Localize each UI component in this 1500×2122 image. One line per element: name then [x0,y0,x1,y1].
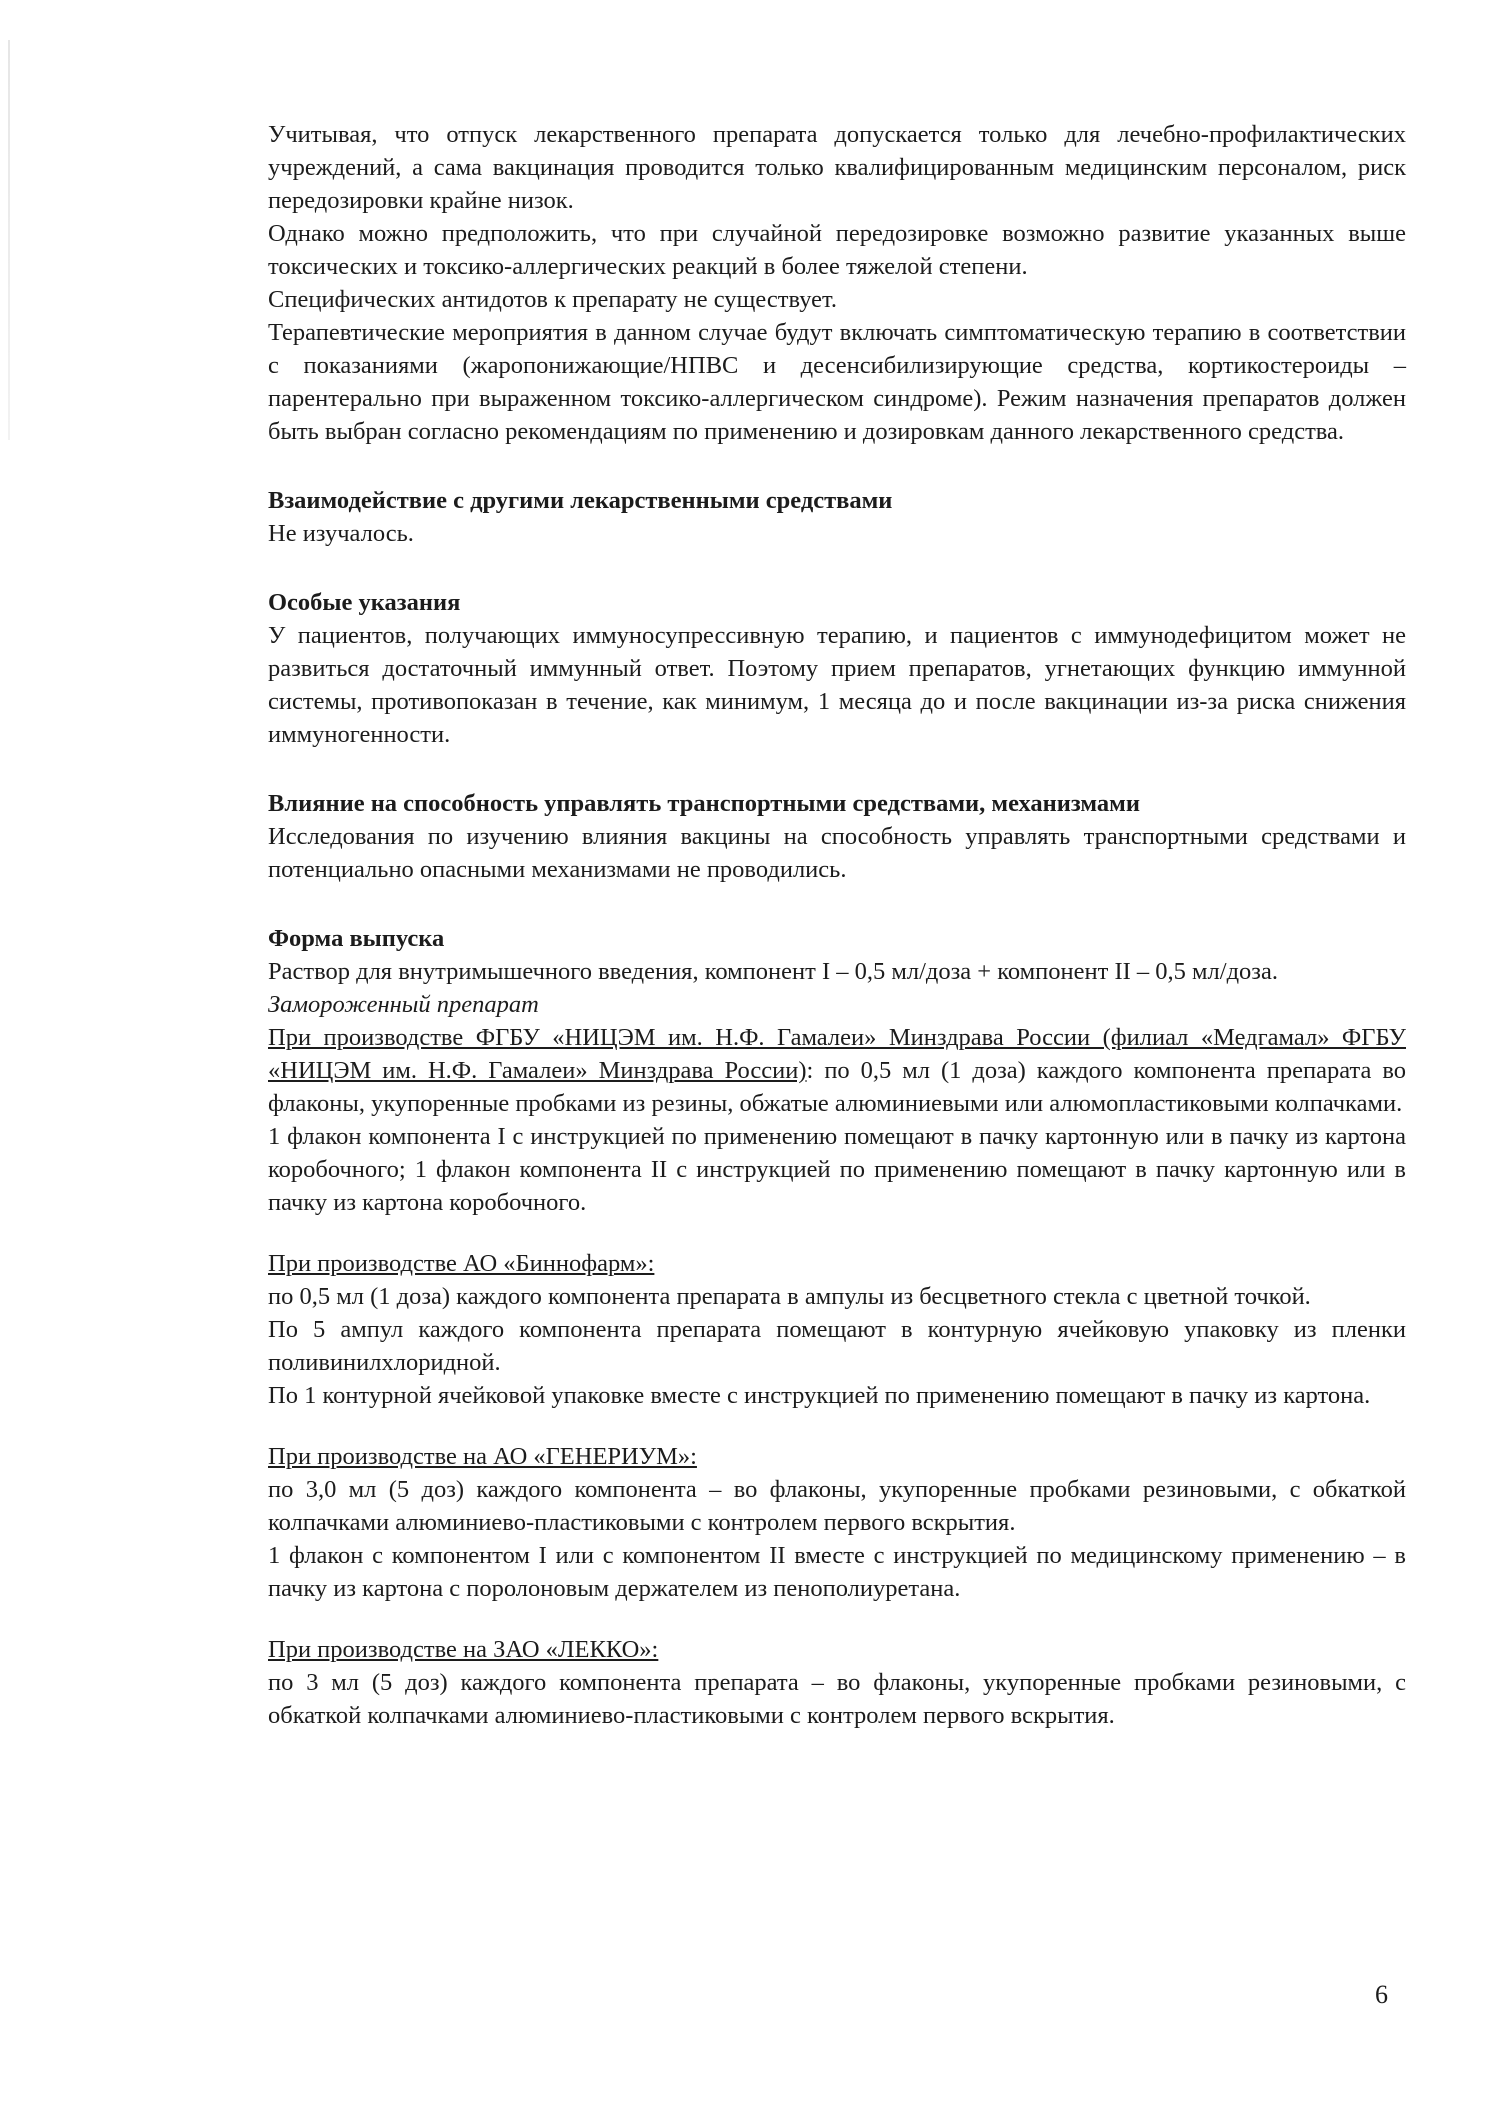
overdose-paragraph-4: Терапевтические мероприятия в данном случае будут включать симптоматическую терапию в соответствии с показаниями (жаропонижающие/НПВС и десенсибилизирующие средства, кортикостероиды – парентерально при выраженном токсико-аллергическом синдроме). Режим назначения препаратов должен быть выбран согласно рекомендациям по применению и дозировкам данного лекарственного средства. [268,319,1406,445]
overdose-paragraph-3: Специфических антидотов к препарату не существует. [268,286,837,313]
binnopharm-block [268,1247,1406,1412]
interaction-section [268,484,1406,550]
overdose-paragraph-1: Учитывая, что отпуск лекарственного препарата допускается только для лечебно-профилактических учреждений, а сама вакцинация проводится только квалифицированным медицинским персоналом, риск передозировки крайне низок. [268,121,1406,214]
frozen-label: Замороженный препарат [268,991,539,1018]
gamaleya-paragraph [268,1021,1406,1120]
overdose-paragraph-2: Однако можно предположить, что при случайной передозировке возможно развитие указанных выше токсических и токсико-аллергических реакций в более тяжелой степени. [268,220,1406,280]
release-form-heading: Форма выпуска [268,925,445,952]
driving-section [268,787,1406,886]
interaction-text: Не изучалось. [268,520,414,547]
binnopharm-paragraph-3: По 1 контурной ячейковой упаковке вместе с инструкцией по применению помещают в пачку из картона. [268,1382,1371,1409]
lekko-paragraph-1: по 3 мл (5 доз) каждого компонента препарата – во флаконы, укупоренные пробками резиновыми, с обкаткой колпачками алюминиево-пластиковыми с контролем первого вскрытия. [268,1669,1406,1729]
binnopharm-paragraph-1: по 0,5 мл (1 доза) каждого компонента препарата в ампулы из бесцветного стекла с цветной точкой. [268,1283,1311,1310]
generium-paragraph-1: по 3,0 мл (5 доз) каждого компонента – во флаконы, укупоренные пробками резиновыми, с обкаткой колпачками алюминиево-пластиковыми с контролем первого вскрытия. [268,1476,1406,1536]
special-instructions-text: У пациентов, получающих иммуносупрессивную терапию, и пациентов с иммунодефицитом может не развиться достаточный иммунный ответ. Поэтому прием препаратов, угнетающих функцию иммунной системы, противопоказан в течение, как минимум, 1 месяца до и после вакцинации из-за риска снижения иммуногенности. [268,622,1406,748]
special-instructions-heading: Особые указания [268,589,461,616]
binnopharm-title: При производстве АО «Биннофарм»: [268,1250,655,1277]
lekko-block [268,1633,1406,1732]
generium-paragraph-2: 1 флакон с компонентом I или с компонентом II вместе с инструкцией по медицинскому применению – в пачку из картона с поролоновым держателем из пенополиуретана. [268,1542,1406,1602]
binnopharm-paragraph-2: По 5 ампул каждого компонента препарата помещают в контурную ячейковую упаковку из пленки поливинилхлоридной. [268,1316,1406,1376]
gamaleya-packaging: 1 флакон компонента I с инструкцией по применению помещают в пачку картонную или в пачку из картона коробочного; 1 флакон компонента II с инструкцией по применению помещают в пачку картонную или в пачку из картона коробочного. [268,1123,1406,1216]
generium-block [268,1440,1406,1605]
driving-text: Исследования по изучению влияния вакцины на способность управлять транспортными средствами и потенциально опасными механизмами не проводились. [268,823,1406,883]
gamaleya-description: : по 0,5 мл (1 доза) каждого компонента препарата во флаконы, укупоренные пробками из резины, обжатые алюминиевыми или алюмопластиковыми колпачками. [268,1057,1407,1117]
page-number: 6 [1375,1980,1388,2009]
release-form-text: Раствор для внутримышечного введения, компонент I – 0,5 мл/доза + компонент II – 0,5 мл/доза. [268,958,1278,985]
gamaleya-title: При производстве ФГБУ «НИЦЭМ им. Н.Ф. Гамалеи» Минздрава России (филиал «Медгамал» ФГБУ «НИЦЭМ им. Н.Ф. Гамалеи» Минздрава России) [268,1024,1406,1084]
scan-edge [8,40,10,440]
special-instructions-section [268,586,1406,751]
driving-heading: Влияние на способность управлять транспортными средствами, механизмами [268,790,1140,817]
overdose-section [268,118,1406,448]
release-form-section [268,922,1406,1732]
generium-title: При производстве на АО «ГЕНЕРИУМ»: [268,1443,697,1470]
lekko-title: При производстве на ЗАО «ЛЕККО»: [268,1636,659,1663]
document-body [268,118,1406,1732]
interaction-heading: Взаимодействие с другими лекарственными средствами [268,487,893,514]
